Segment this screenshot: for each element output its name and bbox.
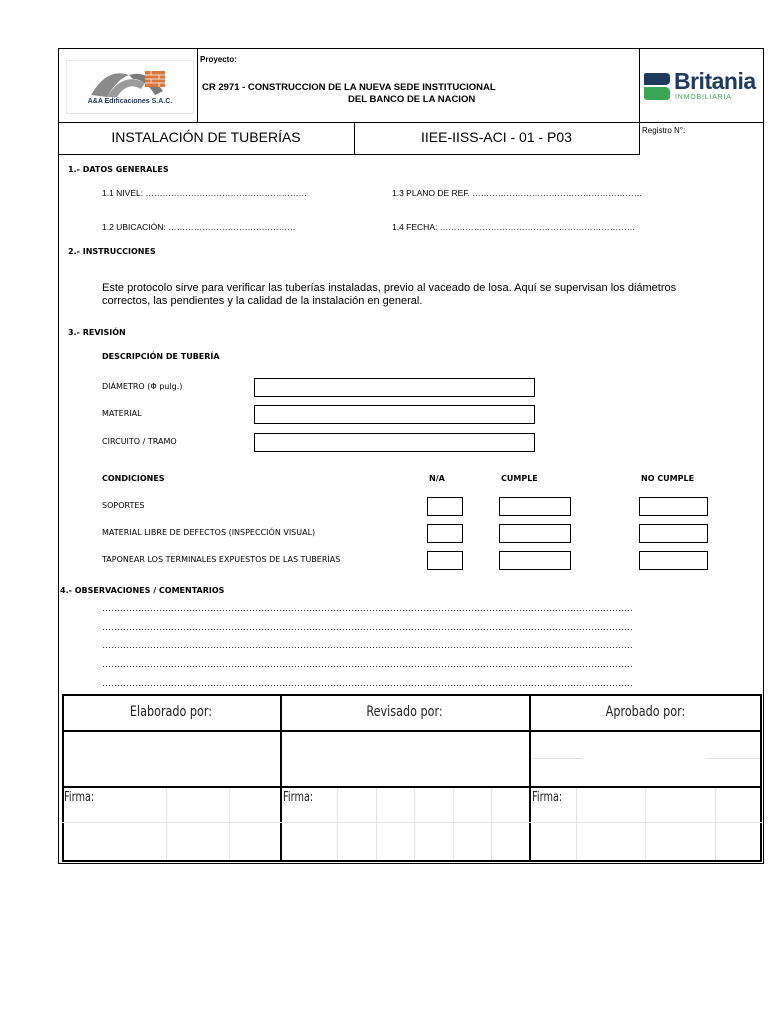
section4-title: 4.- OBSERVACIONES / COMENTARIOS [60, 586, 225, 595]
taponear-no-cumple-checkbox[interactable] [639, 551, 708, 570]
section1-title: 1.- DATOS GENERALES [68, 165, 169, 174]
form-code: IIEE-IISS-ACI - 01 - P03 [421, 129, 572, 145]
grid-line [706, 758, 760, 759]
project-line-2: DEL BANCO DE LA NACION [348, 94, 476, 105]
aprobado-label: Aprobado por: [605, 704, 686, 720]
grid-line [491, 788, 492, 860]
header-divider-row [58, 122, 764, 123]
material-na-checkbox[interactable] [427, 524, 463, 543]
signature-header-line [62, 730, 762, 732]
field-plano[interactable]: 1.3 PLANO DE REF. …………………………………………………… [392, 188, 643, 198]
company-logo-text: A&A Edificaciones S.A.C. [87, 98, 173, 105]
material-no-cumple-checkbox[interactable] [639, 524, 708, 543]
revisado-cell [280, 704, 529, 720]
form-title: INSTALACIÓN DE TUBERÍAS [111, 129, 301, 145]
soportes-no-cumple-checkbox[interactable] [639, 497, 708, 516]
grid-line [166, 788, 167, 860]
observation-line[interactable]: …………………………………………………………………………………………………………………………………………………………… [102, 659, 633, 669]
field-label-diametro: DIÁMETRO (Φ pulg.) [102, 382, 183, 391]
circuito-input[interactable] [254, 433, 535, 452]
instructions-line-2: correctos, las pendientes y la calidad de la instalación en general. [102, 295, 423, 307]
header-divider-brand [639, 48, 640, 154]
company-logo-icon [67, 61, 193, 113]
grid-line [453, 788, 454, 860]
observation-line[interactable]: …………………………………………………………………………………………………………………………………………………………… [102, 678, 633, 688]
brand-sub: INMOBILIARIA [675, 94, 732, 101]
grid-line [376, 788, 377, 860]
condition-soportes: SOPORTES [102, 501, 145, 510]
brand-name: Britania [674, 68, 756, 94]
firma-label-aprobado: Firma: [532, 790, 563, 805]
grid-line [576, 788, 577, 860]
column-no-cumple: NO CUMPLE [641, 474, 695, 483]
firma-label-elaborado: Firma: [64, 790, 95, 805]
revisado-label: Revisado por: [366, 704, 443, 720]
header-divider-logo [197, 48, 198, 122]
grid-line [414, 788, 415, 860]
aprobado-cell [529, 704, 762, 720]
section2-title: 2.- INSTRUCCIONES [68, 247, 156, 256]
observation-line[interactable]: …………………………………………………………………………………………………………………………………………………………… [102, 603, 633, 613]
firma-label-revisado: Firma: [283, 790, 314, 805]
condition-taponear: TAPONEAR LOS TERMINALES EXPUESTOS DE LAS TUBERÍAS [102, 555, 341, 564]
field-label-material: MATERIAL [102, 409, 142, 418]
column-cumple: CUMPLE [501, 474, 538, 483]
conditions-header: CONDICIONES [102, 474, 165, 483]
title-bottom-line [58, 154, 640, 155]
field-label-circuito: CIRCUITO / TRAMO [102, 437, 177, 446]
project-label: Proyecto: [200, 55, 237, 64]
company-logo [66, 60, 194, 114]
brand-logo-icon [642, 71, 672, 101]
column-na: N/A [429, 474, 445, 483]
project-line-1: CR 2971 - CONSTRUCCION DE LA NUEVA SEDE INSTITUCIONAL [202, 82, 496, 93]
elaborado-cell [62, 704, 280, 720]
material-input[interactable] [254, 405, 535, 424]
grid-line [715, 788, 716, 860]
material-cumple-checkbox[interactable] [499, 524, 571, 543]
diametro-input[interactable] [254, 378, 535, 397]
brand-logo [641, 68, 763, 104]
grid-line [533, 758, 583, 759]
signature-firma-line [62, 786, 762, 788]
grid-line [62, 822, 762, 823]
grid-line [337, 788, 338, 860]
soportes-cumple-checkbox[interactable] [499, 497, 571, 516]
field-ubicacion[interactable]: 1.2 UBICACIÓN: ……………………………………… [102, 222, 296, 232]
field-nivel[interactable]: 1.1 NIVEL: ………………………………………………… [102, 188, 307, 198]
instructions-line-1: Este protocolo sirve para verificar las tuberías instaladas, previo al vaceado de losa. Aquí se supervisan los diámetros [102, 282, 677, 294]
grid-line [229, 788, 230, 860]
observation-line[interactable]: …………………………………………………………………………………………………………………………………………………………… [102, 622, 633, 632]
observation-line[interactable]: …………………………………………………………………………………………………………………………………………………………… [102, 640, 633, 650]
elaborado-label: Elaborado por: [129, 704, 213, 720]
section3-title: 3.- REVISIÓN [68, 328, 126, 337]
taponear-cumple-checkbox[interactable] [499, 551, 571, 570]
field-fecha[interactable]: 1.4 FECHA: …………………………………………………………… [392, 222, 636, 232]
grid-line [645, 788, 646, 860]
registro-label: Registro N°: [642, 126, 686, 135]
soportes-na-checkbox[interactable] [427, 497, 463, 516]
description-title: DESCRIPCIÓN DE TUBERÍA [102, 352, 220, 361]
condition-material-defectos: MATERIAL LIBRE DE DEFECTOS (INSPECCIÓN VISUAL) [102, 528, 316, 537]
taponear-na-checkbox[interactable] [427, 551, 463, 570]
